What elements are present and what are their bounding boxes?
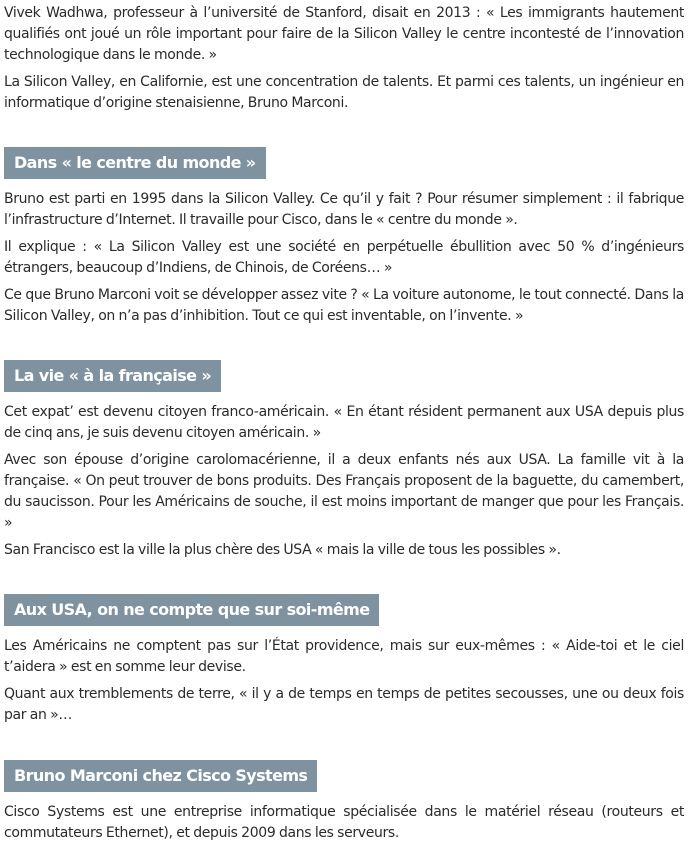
- paragraph: Les Américains ne comptent pas sur l’État providence, mais sur eux-mêmes : « Aide-toi et le ciel t’aidera » est en somme leur devise.: [4, 638, 684, 675]
- section-aux-usa: [4, 594, 684, 726]
- paragraph: San Francisco est la ville la plus chère des USA « mais la ville de tous les possibles ».: [4, 542, 561, 558]
- section-body: [4, 402, 684, 561]
- section-heading: Dans « le centre du monde »: [4, 147, 266, 179]
- section-body: [4, 636, 684, 726]
- intro-paragraph: La Silicon Valley, en Californie, est une concentration de talents. Et parmi ces talents, un ingénieur en informatique d’origine stenaisienne, Bruno Marconi.: [4, 74, 684, 111]
- paragraph: Bruno est parti en 1995 dans la Silicon Valley. Ce qu’il y fait ? Pour résumer simplement : il fabrique l’infrastructure d’Internet. Il travaille pour Cisco, dans le « centre du monde ».: [4, 191, 684, 228]
- paragraph: Avec son épouse d’origine carolomacérienne, il a deux enfants nés aux USA. La famille vit à la française. « On peut trouver de bons produits. Des Français proposent de la baguette, du camembert, du saucisson. Pour les Américains de souche, il est moins important de manger que pour les Français. »: [4, 452, 684, 531]
- section-cisco-systems: [4, 760, 684, 844]
- intro-paragraph: Vivek Wadhwa, professeur à l’université de Stanford, disait en 2013 : « Les immigrants hautement qualifiés ont joué un rôle important pour faire de la Silicon Valley le centre incontesté de l’innovation technologique dans le monde. »: [4, 5, 684, 63]
- paragraph: Quant aux tremblements de terre, « il y a de temps en temps de petites secousses, une ou deux fois par an »…: [4, 686, 684, 723]
- section-centre-du-monde: [4, 147, 684, 327]
- section-vie-a-la-francaise: [4, 360, 684, 561]
- section-heading: Bruno Marconi chez Cisco Systems: [4, 760, 317, 792]
- section-body: [4, 189, 684, 327]
- section-body: [4, 802, 684, 844]
- paragraph: Cet expat’ est devenu citoyen franco-américain. « En étant résident permanent aux USA depuis plus de cinq ans, je suis devenu citoyen américain. »: [4, 404, 684, 441]
- paragraph: Il explique : « La Silicon Valley est une société en perpétuelle ébullition avec 50 % d’ingénieurs étrangers, beaucoup d’Indiens, de Chinois, de Coréens… »: [4, 239, 684, 276]
- paragraph: Cisco Systems est une entreprise informatique spécialisée dans le matériel réseau (routeurs et commutateurs Ethernet), et depuis 2009 dans les serveurs.: [4, 804, 684, 841]
- section-heading: La vie « à la française »: [4, 360, 221, 392]
- paragraph: Ce que Bruno Marconi voit se développer assez vite ? « La voiture autonome, le tout connecté. Dans la Silicon Valley, on n’a pas d’inhibition. Tout ce qui est inventable, on l’invente. »: [4, 287, 684, 324]
- section-heading: Aux USA, on ne compte que sur soi-même: [4, 594, 379, 626]
